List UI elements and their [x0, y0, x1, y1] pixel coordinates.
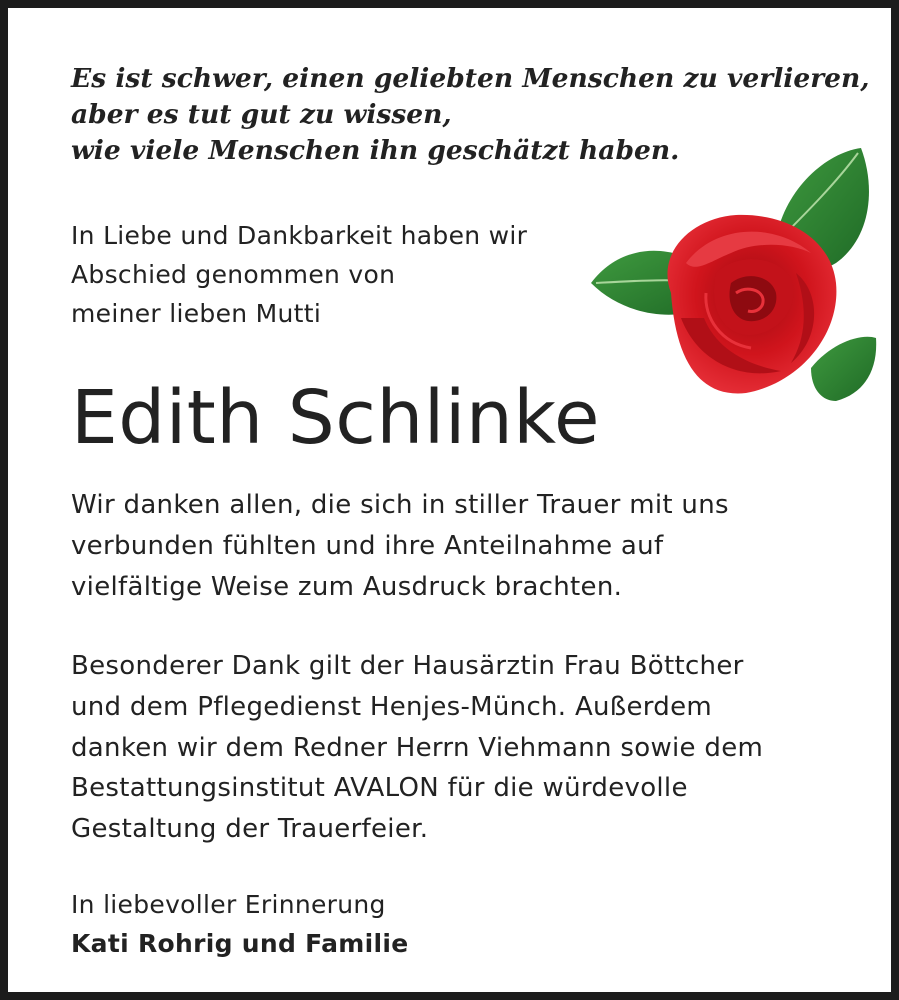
intro-block [71, 216, 527, 333]
quote-line: aber es tut gut zu wissen, [71, 98, 452, 130]
intro-line: meiner lieben Mutti [71, 299, 322, 328]
special-thanks-line: Gestaltung der Trauerfeier. [71, 814, 429, 845]
intro-line: Abschied genommen von [71, 260, 396, 289]
leaf-bottom-right [811, 337, 876, 401]
closing-block [71, 886, 408, 964]
deceased-name: Edith Schlinke [71, 375, 601, 461]
special-thanks-line: danken wir dem Redner Herrn Viehmann sowie dem [71, 732, 764, 763]
red-rose-icon [586, 143, 886, 408]
thanks-line: vielfältige Weise zum Ausdruck brachten. [71, 571, 623, 602]
quote-line: Es ist schwer, einen geliebten Menschen zu verlieren, [71, 63, 870, 94]
signer-name: Kati Rohrig und Familie [71, 928, 409, 958]
intro-line: In Liebe und Dankbarkeit haben wir [71, 221, 528, 250]
special-thanks-line: Besonderer Dank gilt der Hausärztin Frau Böttcher [71, 651, 744, 681]
quote-line: wie viele Menschen ihn geschätzt haben. [71, 134, 680, 166]
remembrance-line: In liebevoller Erinnerung [71, 890, 386, 919]
special-thanks-line: Bestattungsinstitut AVALON für die würdevolle [71, 773, 688, 804]
thanks-line: Wir danken allen, die sich in stiller Trauer mit uns [71, 490, 729, 520]
thanks-block [71, 485, 729, 607]
special-thanks-block [71, 646, 763, 850]
thanks-line: verbunden fühlten und ihre Anteilnahme auf [71, 530, 664, 561]
special-thanks-line: und dem Pflegedienst Henjes-Münch. Außerdem [71, 691, 713, 722]
rose-petals [667, 215, 836, 394]
